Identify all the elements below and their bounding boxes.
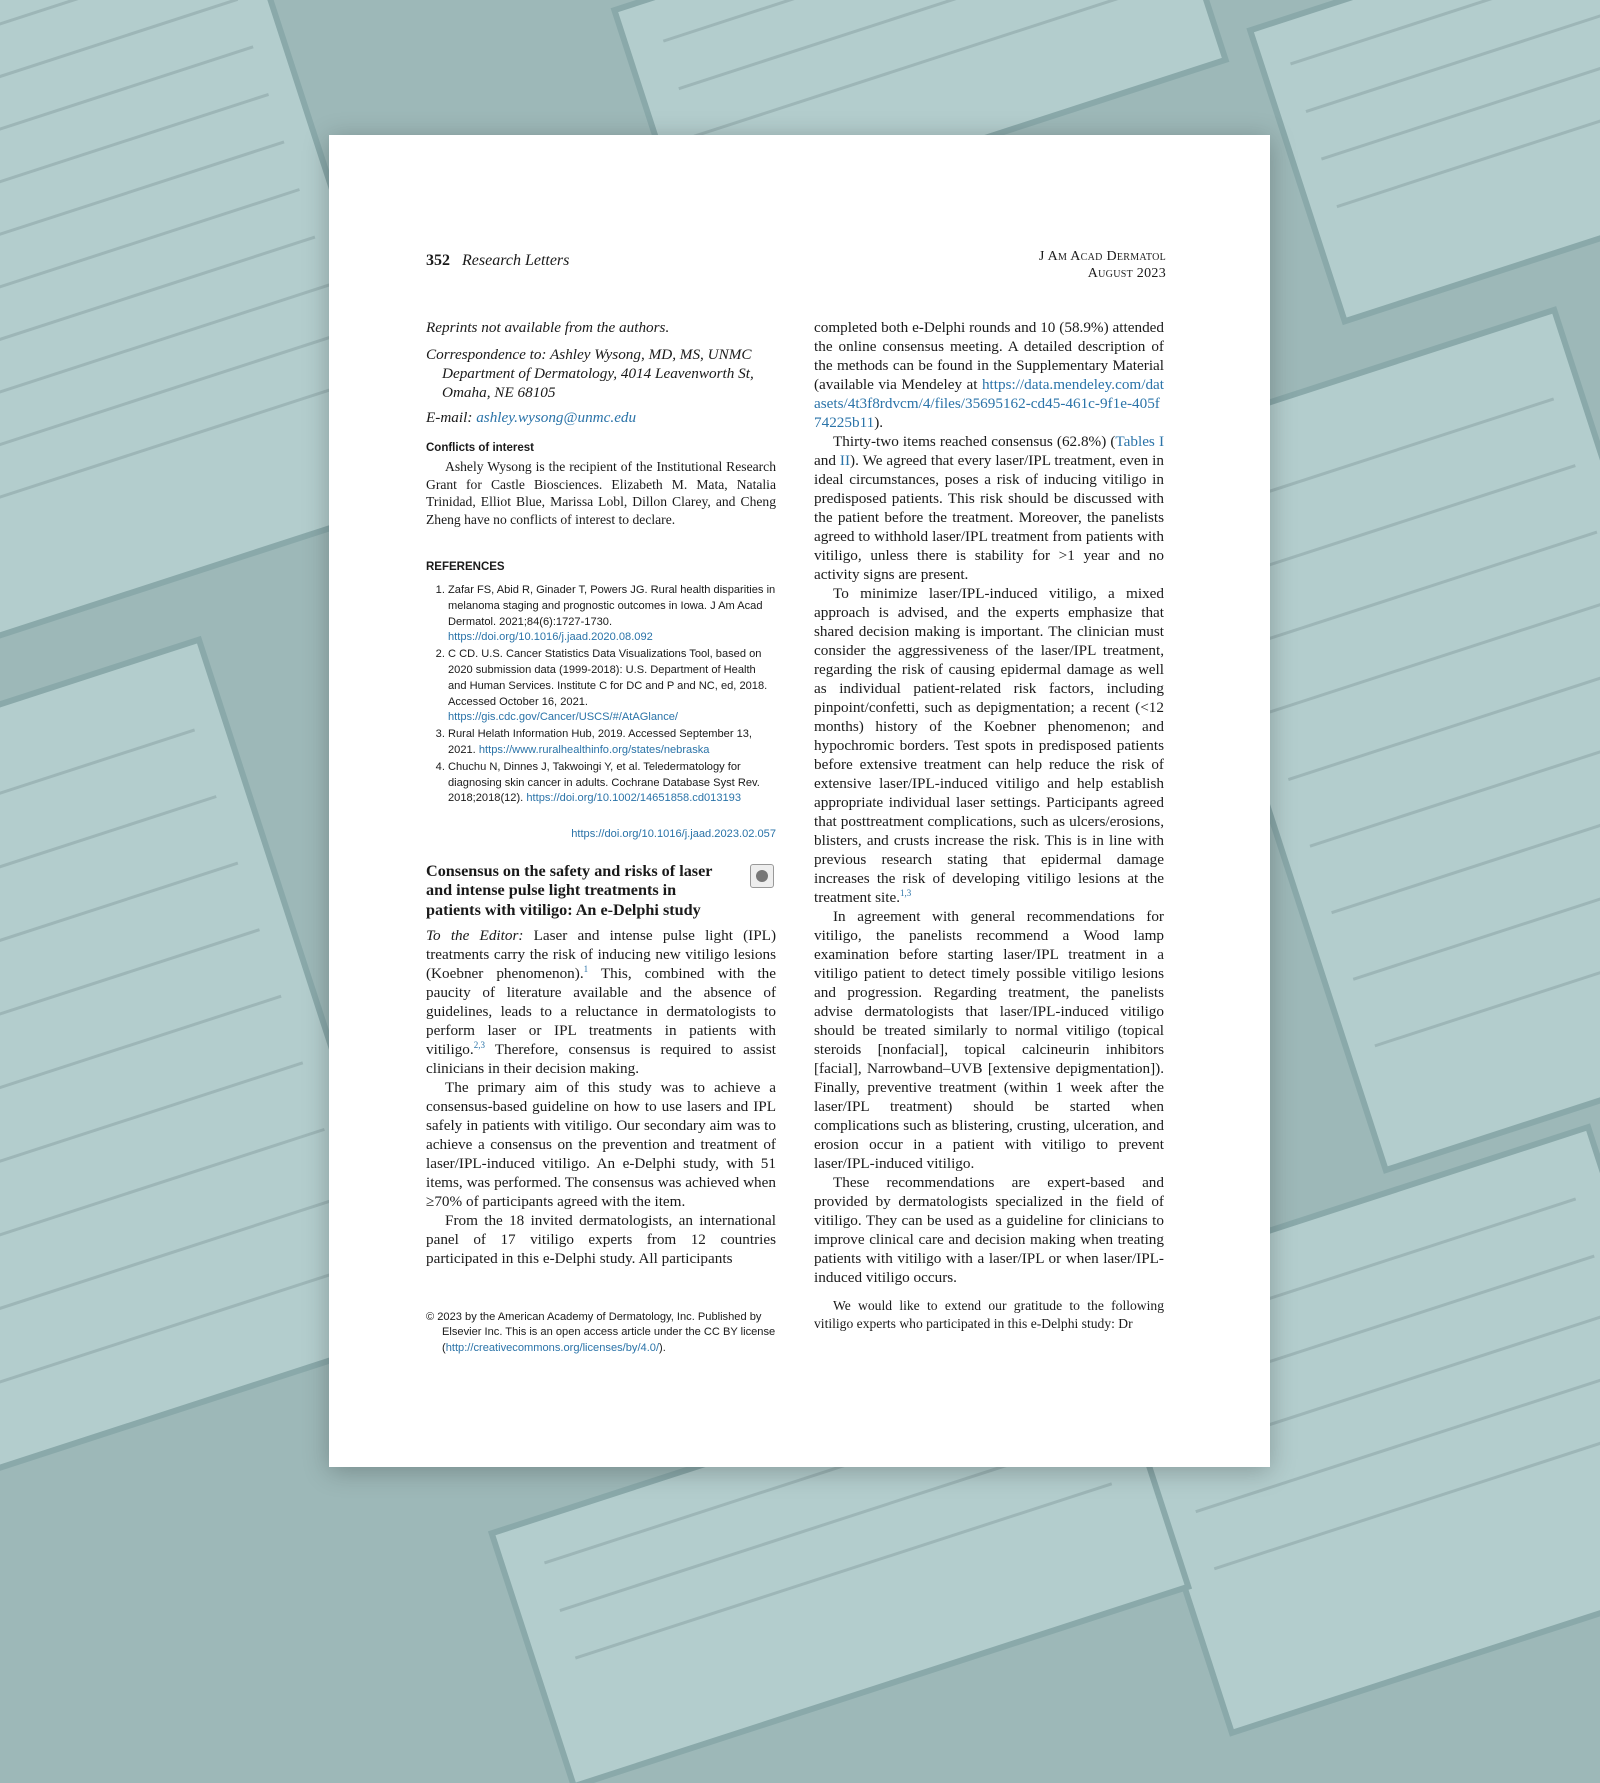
reference-link[interactable]: https://doi.org/10.1016/j.jaad.2020.08.092 <box>448 631 653 644</box>
article-doi-link[interactable]: https://doi.org/10.1016/j.jaad.2023.02.057 <box>571 828 776 841</box>
body-paragraph: The primary aim of this study was to achieve a consensus-based guideline on how to use lasers and IPL safely in patients with vitiligo. Our secondary aim was to achieve a consensus on the prevention and treatment of laser/IPL-induced vitiligo. An e-Delphi study, with 51 items, was performed. The consensus was achieved when ≥70% of participants agreed with the item. <box>426 1079 776 1211</box>
reference-item: 4. Chuchu N, Dinnes J, Takwoingi Y, et al. Teledermatology for diagnosing skin cancer in adults. Cochrane Database Syst Rev. 2018;2018(12). https://doi.org/10.1002/14651858.cd013193 <box>448 760 776 807</box>
email-line <box>426 408 776 427</box>
reference-link[interactable]: https://www.ruralhealthinfo.org/states/nebraska <box>478 743 710 756</box>
body-paragraph: completed both e-Delphi rounds and 10 (58.9%) attended the online consensus meeting. A detailed description of the methods can be found in the Supplementary Material (available via Mendeley at https://data.mendeley.com/datasets/4t3f8rdvcm/4/files/35695162-cd45-461c-9f1e-405f74225b11). <box>814 319 1164 431</box>
email-link[interactable]: ashley.wysong@unmc.edu <box>476 409 637 426</box>
reference-item: 1. Zafar FS, Abid R, Ginader T, Powers JG. Rural health disparities in melanoma staging and prognostic outcomes in Iowa. J Am Acad Dermatol. 2021;84(6):1727-1730. https://doi.org/10.1016/j.jaad.2020.08.092 <box>448 583 776 646</box>
reference-item: 2. C CD. U.S. Cancer Statistics Data Visualizations Tool, based on 2020 submission data (1999-2018): U.S. Department of Health and Human Services. Institute C for DC and P and NC, ed, 2018. Accessed October 16, 2021. https://gis.cdc.gov/Cancer/USCS/#/AtAGlance/ <box>448 647 776 726</box>
reprints-note: Reprints not available from the authors. <box>426 319 670 336</box>
reference-item: 3. Rural Helath Information Hub, 2019. Accessed September 13, 2021. https://www.ruralhealthinfo.org/states/nebraska <box>448 727 776 759</box>
body-paragraph: These recommendations are expert-based and provided by dermatologists specialized in the field of vitiligo. They can be used as a guideline for clinicians to improve clinical care and decision making when treating patients with vitiligo with a laser/IPL or when laser/IPL-induced vitiligo occurs. <box>814 1174 1164 1286</box>
body-paragraph: In agreement with general recommendations for vitiligo, the panelists recommend a Wood lamp examination before starting laser/IPL treatment in a vitiligo patient to detect timely possible vitiligo lesions and progression. Regarding treatment, the panelists advise dermatologists that laser/IPL-induced vitiligo should be treated similarly to normal vitiligo (topical steroids [nonfacial], topical calcineurin inhibitors [facial], Narrowband–UVB [extensive depigmentation]). Finally, preventive treatment (within 1 week after the laser/IPL treatment) should be started when complications such as blistering, crusting, ulceration, and erosion occur in a patient with vitiligo to prevent laser/IPL-induced vitiligo. <box>814 908 1164 1172</box>
reference-link[interactable]: https://gis.cdc.gov/Cancer/USCS/#/AtAGlance/ <box>448 711 678 724</box>
references-list <box>426 583 776 807</box>
section-name: Research Letters <box>462 252 570 269</box>
acknowledgment-paragraph: We would like to extend our gratitude to the following vitiligo experts who participated in this e-Delphi study: Dr <box>814 1298 1164 1331</box>
journal-name: J Am Acad Dermatol <box>1038 249 1166 264</box>
citation-link[interactable]: 1 <box>583 963 589 974</box>
citation-link[interactable]: 2,3 <box>473 1039 485 1050</box>
crossmark-icon[interactable] <box>750 864 774 888</box>
correspondence: Correspondence to: Ashley Wysong, MD, MS, UNMC Department of Dermatology, 4014 Leavenworth St, Omaha, NE 68105 <box>426 346 754 401</box>
mendeley-link[interactable]: https://data.mendeley.com/datasets/4t3f8rdvcm/4/files/35695162-cd45-461c-9f1e-405f74225b11 <box>814 376 1164 431</box>
citation-link[interactable]: 1,3 <box>900 887 912 898</box>
left-column <box>426 318 776 1268</box>
article-page <box>329 135 1270 1467</box>
article-title: Consensus on the safety and risks of laser and intense pulse light treatments in patients with vitiligo: An e-Delphi study <box>426 862 713 919</box>
table-link[interactable]: Tables I <box>1115 433 1165 450</box>
reference-link[interactable]: https://doi.org/10.1002/14651858.cd013193 <box>526 792 742 805</box>
article-title-block <box>426 862 776 920</box>
issue-date: August 2023 <box>1087 266 1166 281</box>
background-page-top-right <box>1254 0 1600 318</box>
body-paragraph: To minimize laser/IPL-induced vitiligo, a mixed approach is advised, and the experts emphasize that shared decision making is important. The clinician must consider the aggressiveness of the laser/IPL treatment, regarding the risk of causing epidermal damage as well as individual patient-related risk factors, including pinpoint/confetti, such as depigmentation; a recent (<12 months) history of the Koebner phenomenon; and hypochromic borders. Test spots in predisposed patients before extensive treatment can help reduce the risk of extensive laser/IPL-induced vitiligo and help establish appropriate individual laser settings. Participants agreed that posttreatment complications, such as ulcers/erosions, blisters, and crusts increase the risk. This is in line with previous research stating that epidermal damage increases the risk of developing vitiligo lesions at the treatment site.$^{1,3}$ <box>814 585 1164 906</box>
conflicts-heading: Conflicts of interest <box>426 442 534 454</box>
body-paragraph: From the 18 invited dermatologists, an international panel of 17 vitiligo experts from 12 countries participated in this e-Delphi study. All participants <box>426 1212 776 1268</box>
page-number: 352 <box>426 252 450 269</box>
license-link[interactable]: http://creativecommons.org/licenses/by/4.0/ <box>445 1341 660 1354</box>
body-paragraph: Thirty-two items reached consensus (62.8%) (Tables I and II). We agreed that every laser/IPL treatment, even in ideal circumstances, poses a risk of inducing vitiligo in predisposed patients. This risk should be discussed with the patient before the treatment. Moreover, the panelists agreed to withhold laser/IPL treatment from patients with vitiligo, unless there is stability for >1 year and no activity signs are present. <box>814 433 1165 583</box>
right-column <box>814 318 1164 1332</box>
running-head <box>426 248 1166 298</box>
to-editor-label: To the Editor: <box>426 927 524 945</box>
conflicts-text: Ashely Wysong is the recipient of the Institutional Research Grant for Castle Biosciences. Elizabeth M. Mata, Natalia Trinidad, Elliot Blue, Marissa Lobl, Dillon Clarey, and Cheng Zheng have no conflicts of interest to declare. <box>426 459 776 527</box>
references-heading: REFERENCES <box>426 561 505 573</box>
body-paragraph: To the Editor: Laser and intense pulse light (IPL) treatments carry the risk of inducing new vitiligo lesions (Koebner phenomenon).$^1$ This, combined with the paucity of literature available and the absence of guidelines, leads to a reluctance in dermatologists to perform laser or IPL treatments in patients with vitiligo.$^{2,3}$ Therefore, consensus is required to assist clinicians in their decision making. <box>426 927 777 1078</box>
email-label: E-mail: <box>426 409 473 426</box>
copyright-footnote: © 2023 by the American Academy of Dermatology, Inc. Published by Elsevier Inc. This is an open access article under the CC BY license (http://creativecommons.org/licenses/by/4.0/). <box>426 1311 776 1354</box>
table-link[interactable]: II <box>839 452 851 469</box>
